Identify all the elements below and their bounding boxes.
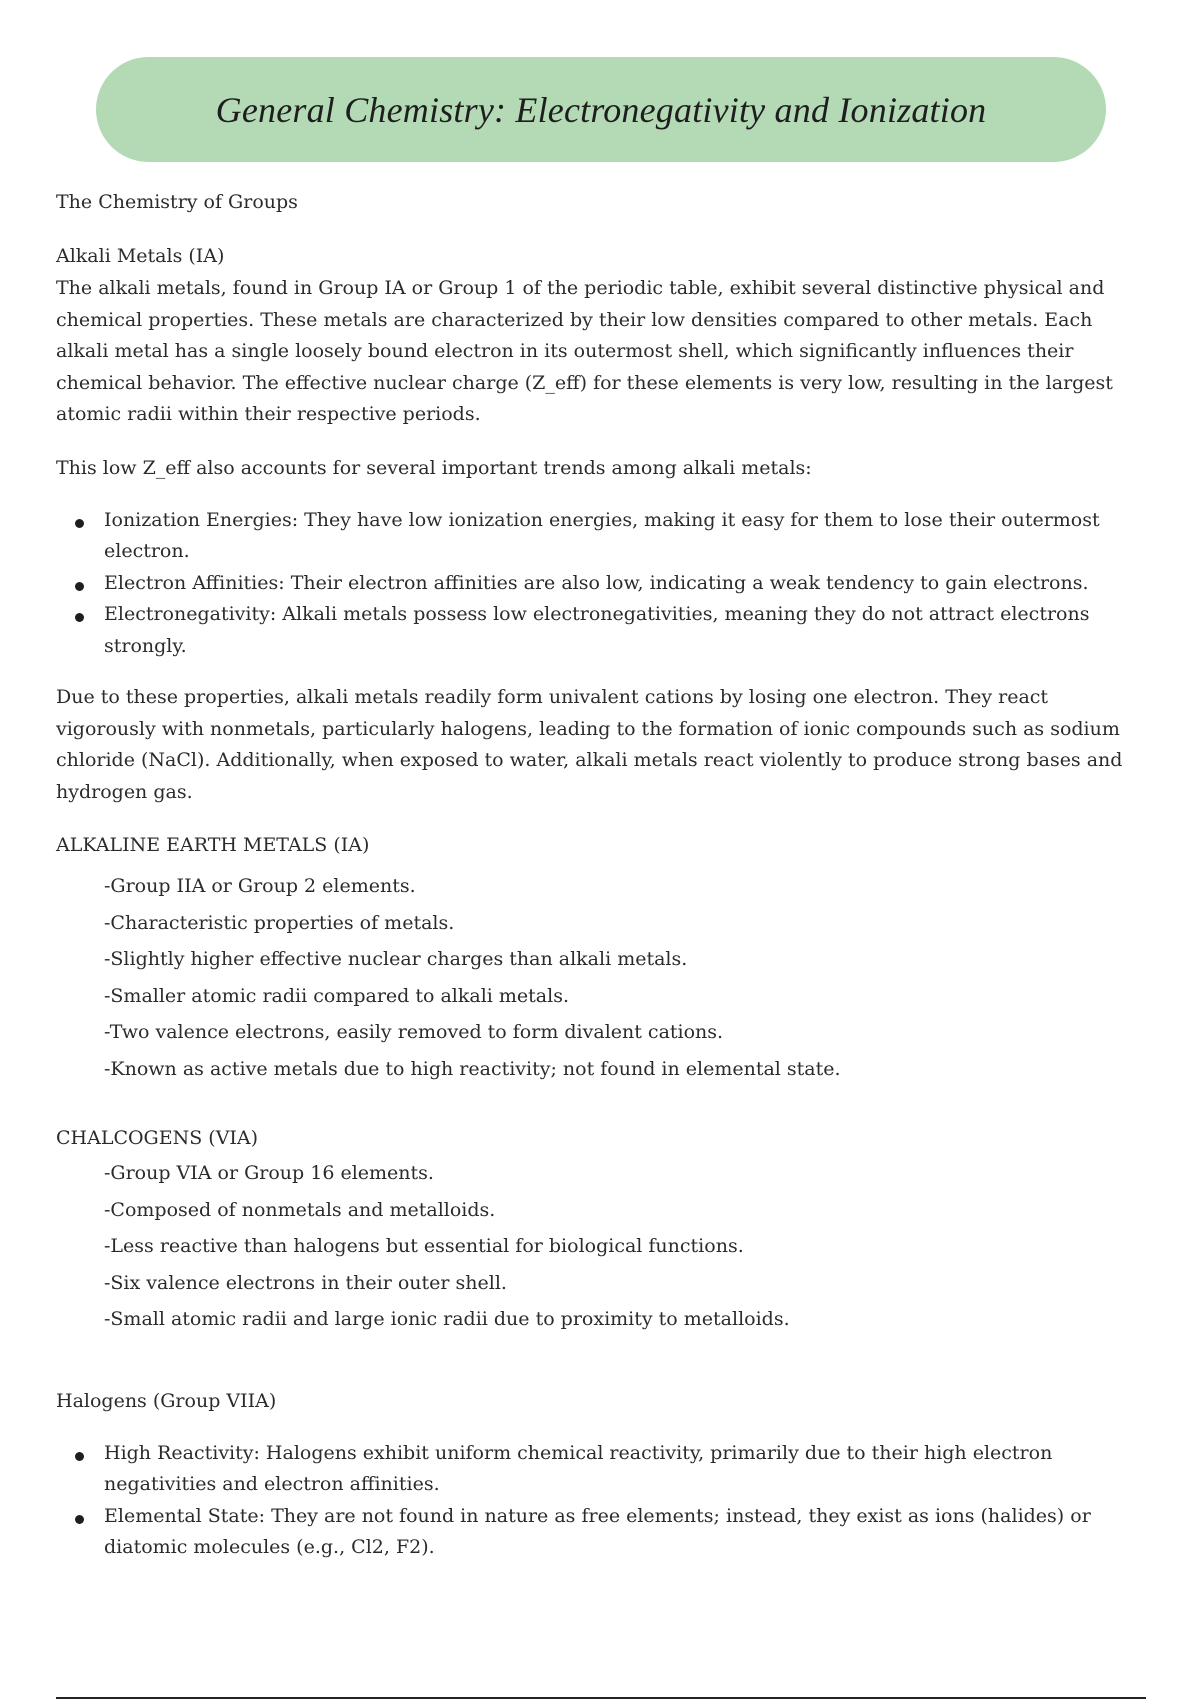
intro-heading: The Chemistry of Groups [56, 191, 298, 213]
alkali-paragraph: The alkali metals, found in Group IA or Group 1 of the periodic table, exhibit several distinctive physical and chemical properties. These metals are characterized by their low densities compared to other metals. Each alkali metal has a single loosely bound electron in its outermost shell, which significantly influences their chemical behavior. The effective nuclear charge (Z_eff) for these elements is very low, resulting in the largest atomic radii within their respective periods. [56, 277, 1113, 425]
list-item [56, 1438, 1146, 1501]
list-item [56, 505, 1146, 568]
bullet-icon [75, 1452, 84, 1461]
list-item-text: Ionization Energies: They have low ionization energies, making it easy for them to lose their outermost electron. [104, 508, 1100, 562]
page-title: General Chemistry: Electronegativity and Ionization [215, 89, 987, 130]
alkaline-earth-list [56, 868, 1146, 1087]
alkali-bullets [56, 505, 1146, 663]
bullet-icon [75, 582, 84, 591]
alkali-closing: Due to these properties, alkali metals readily form univalent cations by losing one electron. They react vigorously with nonmetals, particularly halogens, leading to the formation of ionic compounds such as sodium chloride (NaCl). Additionally, when exposed to water, alkali metals react violently to produce strong bases and hydrogen gas. [56, 686, 1123, 803]
document-body [56, 185, 1146, 1564]
list-item: -Known as active metals due to high reactivity; not found in elemental state. [104, 1057, 841, 1080]
list-item: -Less reactive than halogens but essential for biological functions. [104, 1235, 744, 1257]
list-item [56, 568, 1146, 600]
list-item: -Small atomic radii and large ionic radii due to proximity to metalloids. [104, 1308, 790, 1330]
bottom-divider [56, 1697, 1146, 1699]
bullet-icon [75, 613, 84, 622]
bullet-icon [75, 1515, 84, 1524]
halogens-heading: Halogens (Group VIIA) [56, 1389, 277, 1412]
list-item: -Two valence electrons, easily removed to form divalent cations. [104, 1021, 724, 1043]
chalcogens-list [56, 1155, 1146, 1338]
alkali-heading: Alkali Metals (IA) [56, 245, 225, 267]
halogens-bullets [56, 1438, 1146, 1564]
chalcogens-heading: CHALCOGENS (VIA) [56, 1127, 259, 1149]
list-item: -Smaller atomic radii compared to alkali metals. [104, 984, 569, 1007]
list-item-text: Elemental State: They are not found in nature as free elements; instead, they exist as ions (halides) or diatomic molecules (e.g., Cl2, F2). [104, 1504, 1091, 1558]
list-item-text: High Reactivity: Halogens exhibit uniform chemical reactivity, primarily due to their high electron negativities and electron affinities. [104, 1441, 1053, 1495]
list-item: -Group IIA or Group 2 elements. [104, 875, 416, 897]
alkali-trends-intro: This low Z_eff also accounts for several important trends among alkali metals: [56, 456, 812, 479]
title-banner [96, 57, 1106, 162]
list-item [56, 1501, 1146, 1564]
list-item: -Characteristic properties of metals. [104, 911, 455, 934]
list-item: -Slightly higher effective nuclear charges than alkali metals. [104, 948, 688, 970]
list-item: -Six valence electrons in their outer shell. [104, 1271, 507, 1294]
list-item: -Group VIA or Group 16 elements. [104, 1162, 434, 1184]
chalcogens-section [56, 1121, 1146, 1338]
list-item-text: Electron Affinities: Their electron affinities are also low, indicating a weak tendency to gain electrons. [104, 571, 1089, 594]
alkaline-earth-section [56, 828, 1146, 1087]
list-item [56, 599, 1146, 662]
bullet-icon [75, 519, 84, 528]
halogens-section [56, 1384, 1146, 1564]
alkali-section [56, 239, 1146, 808]
list-item-text: Electronegativity: Alkali metals possess low electronegativities, meaning they do not attract electrons strongly. [104, 603, 1090, 657]
list-item: -Composed of nonmetals and metalloids. [104, 1198, 496, 1221]
alkaline-earth-heading: ALKALINE EARTH METALS (IA) [56, 834, 370, 856]
